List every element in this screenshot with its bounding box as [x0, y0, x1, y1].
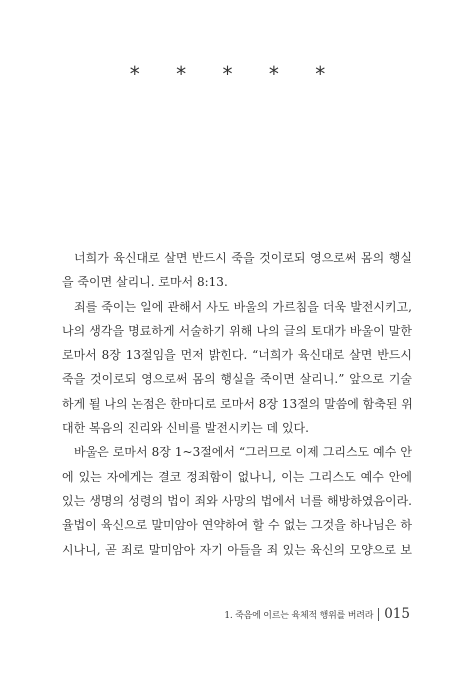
text-line: 너희가 육신대로 살면 반드시 죽을 것이로되 영으로써 몸의 행실 — [74, 251, 412, 265]
text-line: 대한 복음의 진리와 신비를 발전시키는 데 있다. — [62, 421, 309, 436]
text-line: 에 있는 자에게는 결코 정죄함이 없나니, 이는 그리스도 예수 안에 — [62, 469, 412, 484]
section-break-ornament: * * * * * — [129, 62, 341, 86]
text-line: 죽을 것이로되 영으로써 몸의 행실을 죽이면 살리니.” 앞으로 기술 — [62, 372, 412, 387]
text-line: 바울은 로마서 8장 1~3절에서 “그러므로 이제 그리스도 예수 안 — [74, 445, 412, 460]
body-text — [62, 246, 412, 562]
page-footer — [224, 606, 410, 622]
text-line: 하게 될 나의 논점은 한마디로 로마서 8장 13절의 말씀에 함축된 위 — [62, 396, 413, 411]
text-line: 을 죽이면 살리니. 로마서 8:13. — [62, 275, 228, 290]
running-head: 1. 죽음에 이르는 육체적 행위를 버려라 — [224, 610, 374, 621]
text-line: 율법이 육신으로 말미암아 연약하여 할 수 없는 그것을 하나님은 하 — [62, 518, 412, 533]
footer-divider — [378, 608, 379, 621]
text-line: 죄를 죽이는 일에 관해서 사도 바울의 가르침을 더욱 발전시키고, — [74, 299, 412, 314]
text-line: 나의 생각을 명료하게 서술하기 위해 나의 글의 토대가 바울이 말한 — [62, 323, 412, 338]
page-number: 015 — [384, 606, 410, 622]
text-line: 로마서 8장 13절임을 먼저 밝힌다. “너희가 육신대로 살면 반드시 — [62, 348, 412, 363]
text-line: 시나니, 곧 죄로 말미암아 자기 아들을 죄 있는 육신의 모양으로 보 — [62, 542, 412, 557]
text-line: 있는 생명의 성령의 법이 죄와 사망의 법에서 너를 해방하였음이라. — [62, 493, 412, 508]
